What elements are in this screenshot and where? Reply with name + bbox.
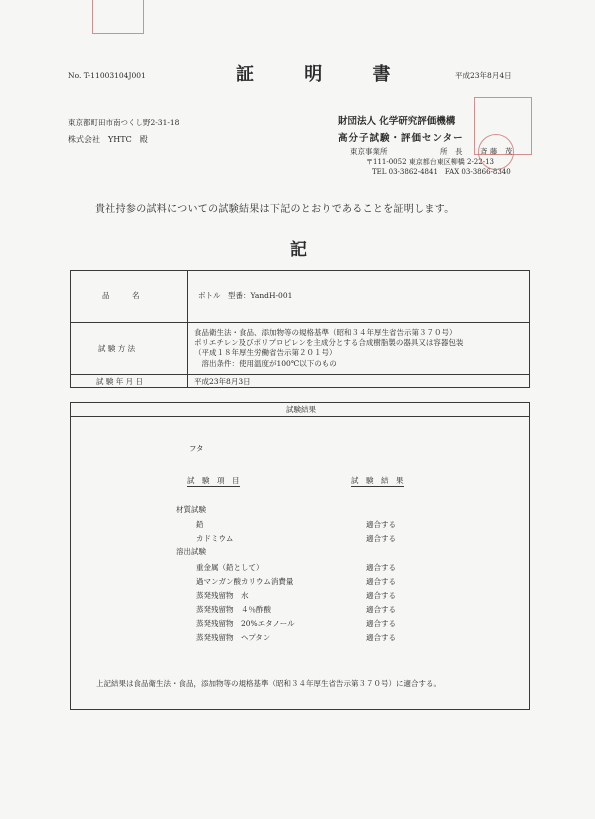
- ki-heading: 記: [290, 240, 307, 260]
- director-seal: [478, 134, 514, 170]
- issuer-org-line2: 高分子試験・評価センター: [338, 133, 464, 144]
- result-row-value: 適合する: [366, 520, 396, 529]
- info-value-product: ボトル 型番：YandH-001: [198, 291, 293, 300]
- result-row-value: 適合する: [366, 619, 396, 628]
- info-label-method: 試 験 方 法: [98, 344, 136, 353]
- section-migration-test: 溶出試験: [176, 547, 206, 556]
- info-label-date: 試 験 年 月 日: [96, 377, 144, 386]
- result-row-value: 適合する: [366, 605, 396, 614]
- corner-seal: [92, 0, 144, 34]
- issuer-director-name: 斉 藤 茂: [480, 147, 513, 156]
- info-table: [70, 270, 530, 390]
- result-row-item: 重金属（鉛として）: [196, 563, 264, 572]
- info-label-product: 品 名: [102, 291, 140, 300]
- result-row-item: 蒸発残留物 ４％酢酸: [196, 605, 271, 614]
- results-table: [70, 402, 530, 710]
- col-header-result: 試 験 結 果: [351, 476, 404, 485]
- result-row-item: カドミウム: [196, 534, 234, 543]
- results-part: フタ: [189, 444, 204, 453]
- result-row-item: 蒸発残留物 水: [196, 591, 249, 600]
- result-row-value: 適合する: [366, 563, 396, 572]
- result-row-item: 過マンガン酸カリウム消費量: [196, 577, 294, 586]
- addressee-company: 株式会社 YHTC 殿: [68, 135, 148, 144]
- issuer-org-line1: 財団法人 化学研究評価機構: [338, 116, 456, 127]
- page-title: 証 明 書: [236, 64, 413, 85]
- result-row-value: 適合する: [366, 591, 396, 600]
- info-value-method: 食品衛生法・食品、添加物等の規格基準（昭和３４年厚生省告示第３７０号） ポリエチレン及びポリプロピレンを主成分とする合成樹脂製の器具又は容器包装 （平成１８年厚生労働省告示第２０１号） 溶出条件：使用温度が100℃以下のもの: [194, 328, 464, 368]
- issuer-office: 東京事業所: [350, 147, 388, 156]
- section-material-test: 材質試験: [176, 505, 206, 514]
- col-header-item: 試 験 項 目: [187, 476, 240, 485]
- result-row-item: 蒸発残留物 ヘプタン: [196, 633, 271, 642]
- intro-statement: 貴社持参の試料についての試験結果は下記のとおりであることを証明します。: [95, 204, 455, 215]
- result-row-item: 鉛: [196, 520, 204, 529]
- issuer-postal-address: 〒111-0052 東京都台東区柳橋 2-22-13: [366, 158, 494, 166]
- cert-number: No. T-11003104J001: [68, 71, 146, 80]
- issuer-director-label: 所 長: [440, 147, 463, 156]
- info-value-date: 平成23年8月3日: [194, 377, 251, 386]
- results-heading: 試験結果: [286, 405, 316, 414]
- result-row-value: 適合する: [366, 633, 396, 642]
- results-conclusion: 上記結果は食品衛生法・食品，添加物等の規格基準（昭和３４年厚生省告示第３７０号）に適合する。: [96, 679, 441, 688]
- result-row-value: 適合する: [366, 534, 396, 543]
- result-row-item: 蒸発残留物 20%エタノール: [196, 619, 295, 628]
- addressee-address: 東京都町田市南つくし野2-31-18: [68, 118, 180, 127]
- result-row-value: 適合する: [366, 577, 396, 586]
- issuer-phone-fax: TEL 03-3862-4841 FAX 03-3866-8340: [372, 168, 511, 176]
- issue-date: 平成23年8月4日: [455, 71, 512, 80]
